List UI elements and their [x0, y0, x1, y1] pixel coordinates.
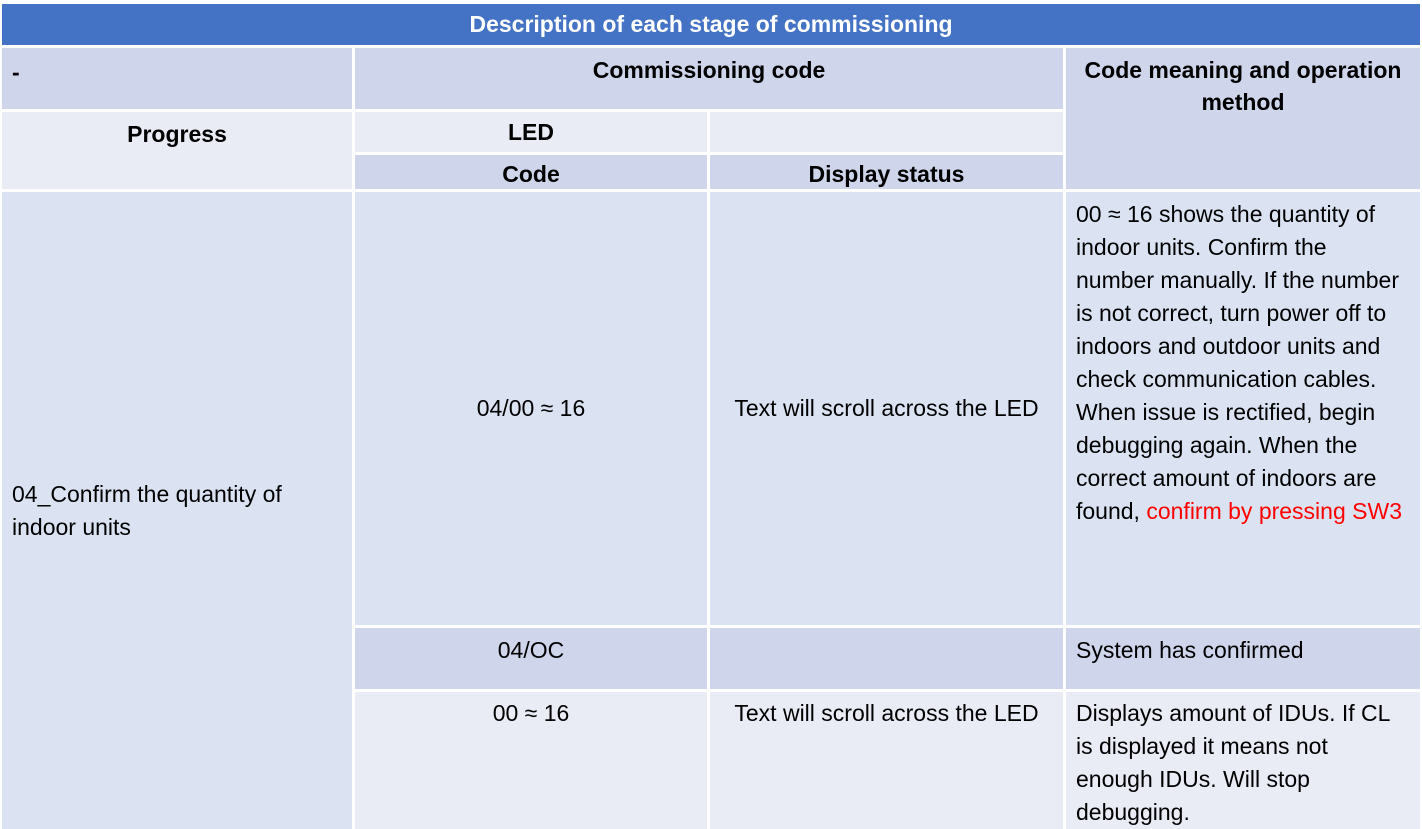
row-2-code: 04/OC	[497, 637, 565, 663]
table-title: Description of each stage of commissioning	[2, 4, 1420, 45]
row-3-meaning-cell	[1066, 692, 1420, 829]
row-3-status-cell	[710, 692, 1063, 829]
row-1-status-cell	[710, 192, 1063, 625]
row-3-meaning: Displays amount of IDUs. If CL is displayed it means not enough IDUs. Will stop debugging.	[1076, 700, 1390, 825]
row-3-code-cell	[355, 692, 707, 829]
progress-value: 04_Confirm the quantity of indoor units	[12, 480, 282, 540]
code-header: Code	[355, 155, 707, 189]
commissioning-code-header: Commissioning code	[355, 48, 1063, 109]
row-2-code-cell	[355, 628, 707, 689]
row-3-status: Text will scroll across the LED	[734, 700, 1039, 726]
row-1-code: 04/00 ≈ 16	[476, 395, 586, 421]
progress-value-cell	[2, 192, 352, 829]
row-1-meaning-highlight: confirm by pressing SW3	[1146, 498, 1402, 524]
row-1-meaning-cell	[1066, 192, 1420, 625]
progress-header: Progress	[2, 112, 352, 189]
row-3-code: 00 ≈ 16	[492, 700, 570, 726]
dash-header-cell: -	[2, 48, 352, 109]
code-meaning-header: Code meaning and operation method	[1066, 48, 1420, 189]
display-status-header: Display status	[710, 155, 1063, 189]
row-2-status-cell	[710, 628, 1063, 689]
row-2-meaning: System has confirmed	[1076, 637, 1304, 663]
row-1-code-cell	[355, 192, 707, 625]
row-1-meaning: 00 ≈ 16 shows the quantity of indoor units. Confirm the number manually. If the number is not correct, turn power off to indoors and outdoor units and check communication cables. When issue is rectified, begin debugging again. When the correct amount of indoors are found,	[1076, 201, 1400, 524]
led-blank-header	[710, 112, 1063, 152]
row-2-meaning-cell	[1066, 628, 1420, 689]
row-1-status: Text will scroll across the LED	[734, 395, 1039, 421]
led-header: LED	[355, 112, 707, 152]
